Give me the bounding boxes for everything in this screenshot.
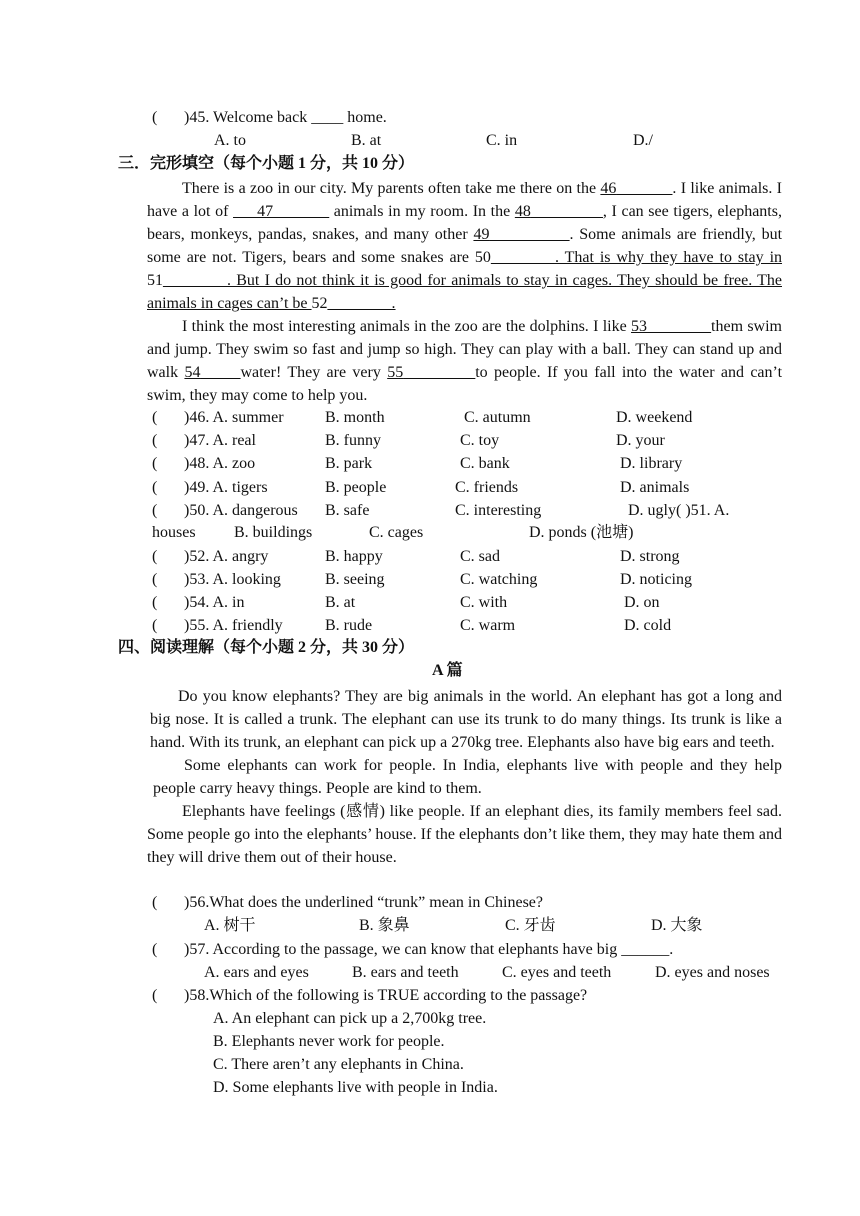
- q45-option-b: B. at: [351, 132, 382, 149]
- blank-54: 54_____: [184, 364, 241, 381]
- cloze-paragraph-2: I think the most interesting animals in the zoo are the dolphins. I like 53________them swim and jump. They swim so fast and jump so high. They can play with a ball. They can stand up and walk 54_____water! They are very 55_________to people. If you fall into the water and can’t swim, they may come to help you.: [147, 318, 783, 404]
- passage-paragraph-3: Elephants have feelings (感情) like people. If an elephant dies, its family members feel sad. Some people go into the elephants’ house. If the elephants don’t like them, they may hate them and they will drive them out of their house.: [147, 803, 782, 866]
- passage-a-title: A 篇: [432, 662, 463, 679]
- blank-55: 55_________: [387, 364, 476, 381]
- q45-paren: (: [152, 109, 158, 126]
- q45-option-d: D./: [633, 132, 653, 149]
- blank-50: ________. That is why they have to stay in: [490, 249, 783, 266]
- q45-option-a: A. to: [214, 132, 246, 149]
- blank-51: ________. But I do not think it is good for animals to stay in cages. They should be free. The animals in cages can’t be: [147, 272, 782, 312]
- blank-46: 46_______: [600, 180, 673, 197]
- passage-paragraph-1: Do you know elephants? They are big animals in the world. An elephant has got a long and big nose. It is called a trunk. The elephant can use its trunk to do many things. Its trunk is like a hand. With its trunk, an elephant can pick up a 270kg tree. Elephants also have big ears and teeth.: [150, 688, 782, 751]
- blank-47: ___47_______: [233, 203, 330, 220]
- cloze-paragraph-1: There is a zoo in our city. My parents often take me there on the 46_______. I like animals. I have a lot of ___47_______ animals in my room. In the 48_________, I can see tigers, elephants, bears, monkeys, pandas, snakes, and many other 49__________. Some animals are friendly, but some are not. Tigers, bears and some snakes are 50________. That is why they have to stay in 51________. But I do not think it is good for animals to stay in cages. They should be free. The animals in cages can’t be 52________.: [147, 180, 783, 312]
- blank-52: ________.: [327, 295, 396, 312]
- cloze-passage: [147, 177, 782, 407]
- blank-48: 48_________: [514, 203, 603, 220]
- q45-option-c: C. in: [486, 132, 518, 149]
- passage-paragraph-2: Some elephants can work for people. In India, elephants live with people and they help people carry heavy things. People are kind to them.: [153, 757, 782, 797]
- section3-title: 三．完形填空（每个小题 1 分，共 10 分）: [118, 155, 415, 172]
- reading-passage-a: [147, 685, 782, 869]
- q45-stem: )45. Welcome back ____ home.: [184, 109, 387, 126]
- blank-49: 49__________: [473, 226, 570, 243]
- section4-title: 四、阅读理解（每个小题 2 分，共 30 分）: [118, 639, 415, 656]
- exam-page: ( )45. Welcome back ____ home. A. to B. at C. in D./ 三．完形填空（每个小题 1 分，共 10 分） There is a zoo in our city. My parents often take me there on the 46_______. I like animals. I have a lot of ___47_______ animals in my room. In the 48_________, I can see tigers, elephants, bears, monkeys, pandas, snakes, and many other 49__________. Some animals are friendly, but some are not. Tigers, bears and some snakes are 50________. That is why they have to stay in 51________. But I do not think it is good for animals to stay in cages. They should be free. The animals in cages can’t be 52________. I think the most interesting animals in the zoo are the dolphins. I like 53________them swim and jump. They swim so fast and jump so high. They can play with a ball. They can stand up and walk 54_____water! They are very 55_________to people. If you fall into the water and can’t swim, they may come to help you. ( )46. A. summer B. month C. autumn D. weekend ( )47. A. real B. funny C. toy D. your ( )48. A. zoo B. park C. bank D. library ( )49. A. tigers B. people C. friends D. animals ( )50. A. dangerous B. safe C. interesting D. ugly( )51. A. houses B. buildings C. cages D. ponds (池塘) ( )52. A. angry B. happy C. sad D. strong ( )53. A. looking B. seeing C. watching D. noticing ( )54. A. in B. at C. with D. on ( )55. A. friendly B. rude C. warm D. cold 四、阅读理解（每个小题 2 分，共 30 分） A 篇 Do you know elephants? They are big animals in the world. An elephant has got a long and big nose. It is called a trunk. The elephant can use its trunk to do many things. Its trunk is like a hand. With its trunk, an elephant can pick up a 270kg tree. Elephants also have big ears and teeth. Some elephants can work for people. In India, elephants live with people and they help people carry heavy things. People are kind to them. Elephants have feelings (感情) like people. If an elephant dies, its family members feel sad. Some people go into the elephants’ house. If the elephants don’t like them, they may hate them and they will drive them out of their house. ( )56.What does the underlined “trunk” mean in Chinese? A. 树干 B. 象鼻 C. 牙齿 D. 大象 ( )57. According to the passage, we can know that elephants have big ______. A. ears and eyes B. ears and teeth C. eyes and teeth D. eyes and noses ( )58.Which of the following is TRUE according to the passage? A. An elephant can pick up a 2,700kg tree. B. Elephants never work for people. C. There aren’t any elephants in China. D. Some elephants live with people in India.: [118, 109, 783, 1096]
- blank-53: 53________: [631, 318, 712, 335]
